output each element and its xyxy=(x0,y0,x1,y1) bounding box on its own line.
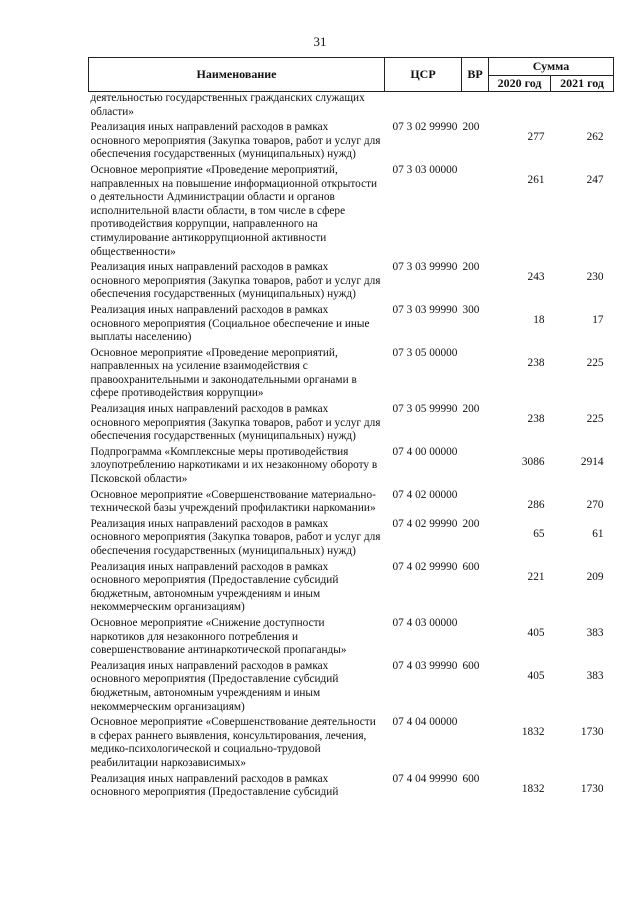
table-row xyxy=(89,660,614,716)
row-amount-2021: 17 xyxy=(592,313,604,326)
row-name: Основное мероприятие «Проведение мероприятий, направленных на повышение информационной открытости о деятельности Администрации области и органов исполнительной власти области, в том числе в сфере противодействия коррупции, направленного на стимулирование антикоррупционной активности общественности» xyxy=(90,163,378,258)
row-name: Реализация иных направлений расходов в рамках основного мероприятия (Социальное обеспечение и иные выплаты населению) xyxy=(90,303,370,344)
row-amount-2021 xyxy=(551,92,614,122)
row-amount-2021: 383 xyxy=(586,626,604,639)
row-name: Реализация иных направлений расходов в рамках основного мероприятия (Закупка товаров, работ и услуг для обеспечения государственных (муниципальных) нужд) xyxy=(90,261,381,301)
row-csr-code: 07 4 02 99990 xyxy=(392,517,458,530)
row-name: Реализация иных направлений расходов в рамках основного мероприятия (Закупка товаров, работ и услуг для обеспечения государственных (муниципальных) нужд) xyxy=(90,121,381,161)
row-amount-2020: 405 xyxy=(527,669,545,682)
table-row xyxy=(89,121,614,164)
row-csr-code: 07 4 04 00000 xyxy=(392,716,458,729)
row-name: Реализация иных направлений расходов в рамках основного мероприятия (Закупка товаров, работ и услуг для обеспечения государственных (муниципальных) нужд) xyxy=(90,403,381,443)
row-vr-code: 200 xyxy=(462,261,480,274)
row-amount-2021: 61 xyxy=(592,527,604,540)
row-vr-code xyxy=(462,164,489,261)
table-row xyxy=(89,304,614,347)
row-vr-code: 200 xyxy=(462,517,480,530)
row-amount-2021: 1730 xyxy=(580,782,604,795)
row-csr-code: 07 3 02 99990 xyxy=(392,121,458,134)
row-csr-code: 07 4 03 00000 xyxy=(392,616,458,629)
row-amount-2020: 261 xyxy=(527,173,545,186)
table-row xyxy=(89,92,614,122)
row-amount-2021: 270 xyxy=(586,498,604,511)
row-name: Основное мероприятие «Проведение мероприятий, направленных на усиление взаимодействия с правоохранительными и законодательными органами в сфере противодействия коррупции» xyxy=(90,346,357,400)
row-amount-2020: 238 xyxy=(527,413,545,426)
row-csr-code: 07 4 04 99990 xyxy=(392,772,458,785)
header-csr: ЦСР xyxy=(385,58,462,92)
row-vr-code: 600 xyxy=(462,560,480,573)
row-name: Основное мероприятие «Снижение доступности наркотиков для незаконного потребления и совершенствование антинаркотической пропаганды» xyxy=(90,616,347,657)
header-name: Наименование xyxy=(89,58,385,92)
row-vr-code xyxy=(462,92,489,122)
row-name: Реализация иных направлений расходов в рамках основного мероприятия (Предоставление субсидий бюджетным, автономным учреждениям и иным некоммерческим организациям) xyxy=(90,560,339,614)
row-amount-2020: 1832 xyxy=(521,782,545,795)
row-name: Основное мероприятие «Совершенствование материально-технической базы учреждений профилактики наркомании» xyxy=(90,488,376,515)
row-vr-code xyxy=(462,489,489,518)
row-name: Реализация иных направлений расходов в рамках основного мероприятия (Предоставление субсидий xyxy=(90,772,339,799)
table-row xyxy=(89,164,614,261)
row-amount-2020: 18 xyxy=(533,313,545,326)
table-body xyxy=(89,92,614,802)
row-amount-2020: 277 xyxy=(527,131,545,144)
table-row xyxy=(89,561,614,617)
row-amount-2020: 1832 xyxy=(521,726,545,739)
row-vr-code: 600 xyxy=(462,772,480,785)
row-amount-2020: 3086 xyxy=(521,455,545,468)
row-amount-2020 xyxy=(489,92,551,122)
page-number: 31 xyxy=(313,34,327,49)
row-amount-2021: 262 xyxy=(586,131,604,144)
row-vr-code xyxy=(462,347,489,403)
row-amount-2020: 405 xyxy=(527,626,545,639)
table-row xyxy=(89,489,614,518)
table-row xyxy=(89,403,614,446)
header-year-2021: 2021 год xyxy=(551,76,614,92)
row-csr-code: 07 3 05 00000 xyxy=(392,346,458,359)
row-amount-2020: 221 xyxy=(527,570,545,583)
row-amount-2020: 65 xyxy=(533,527,545,540)
table-row xyxy=(89,446,614,489)
row-csr-code: 07 4 00 00000 xyxy=(392,445,458,458)
row-csr-code: 07 4 02 99990 xyxy=(392,560,458,573)
row-csr-code: 07 3 03 00000 xyxy=(392,163,458,176)
row-amount-2021: 225 xyxy=(586,413,604,426)
row-amount-2021: 2914 xyxy=(580,455,604,468)
row-amount-2020: 286 xyxy=(527,498,545,511)
table-row xyxy=(89,716,614,772)
row-vr-code: 200 xyxy=(462,403,480,416)
row-amount-2021: 209 xyxy=(586,570,604,583)
row-amount-2020: 238 xyxy=(527,356,545,369)
row-amount-2021: 247 xyxy=(586,173,604,186)
row-name: деятельностью государственных гражданских служащих области» xyxy=(90,92,365,118)
row-amount-2021: 383 xyxy=(586,669,604,682)
row-csr-code: 07 3 05 99990 xyxy=(392,403,458,416)
row-csr-code xyxy=(385,92,462,122)
row-vr-code: 200 xyxy=(462,121,480,134)
row-csr-code: 07 4 02 00000 xyxy=(392,488,458,501)
row-csr-code: 07 3 03 99990 xyxy=(392,261,458,274)
row-amount-2021: 230 xyxy=(586,271,604,284)
table-row xyxy=(89,518,614,561)
row-csr-code: 07 4 03 99990 xyxy=(392,659,458,672)
table-row xyxy=(89,347,614,403)
header-year-2020: 2020 год xyxy=(489,76,551,92)
row-vr-code: 600 xyxy=(462,659,480,672)
row-name: Реализация иных направлений расходов в рамках основного мероприятия (Предоставление субсидий бюджетным, автономным учреждениям и иным некоммерческим организациям) xyxy=(90,659,339,713)
row-vr-code xyxy=(462,716,489,772)
row-vr-code xyxy=(462,617,489,660)
row-vr-code: 300 xyxy=(462,303,480,316)
table-row xyxy=(89,773,614,802)
row-amount-2020: 243 xyxy=(527,271,545,284)
header-vr: ВР xyxy=(462,58,489,92)
row-csr-code: 07 3 03 99990 xyxy=(392,303,458,316)
budget-table-wrapper xyxy=(88,57,613,802)
header-sum: Сумма xyxy=(489,58,614,76)
row-amount-2021: 225 xyxy=(586,356,604,369)
row-name: Основное мероприятие «Совершенствование деятельности в сферах раннего выявления, консультирования, лечения, медико-психологической и социально-трудовой реабилитации наркозависимых» xyxy=(90,716,376,769)
row-amount-2021: 1730 xyxy=(580,726,604,739)
row-vr-code xyxy=(462,446,489,489)
row-name: Подпрограмма «Комплексные меры противодействия злоупотреблению наркотиками и их незаконному обороту в Псковской области» xyxy=(90,445,378,486)
table-row xyxy=(89,617,614,660)
budget-table xyxy=(88,57,614,802)
row-name: Реализация иных направлений расходов в рамках основного мероприятия (Закупка товаров, работ и услуг для обеспечения государственных (муниципальных) нужд) xyxy=(90,517,381,557)
table-row xyxy=(89,261,614,304)
